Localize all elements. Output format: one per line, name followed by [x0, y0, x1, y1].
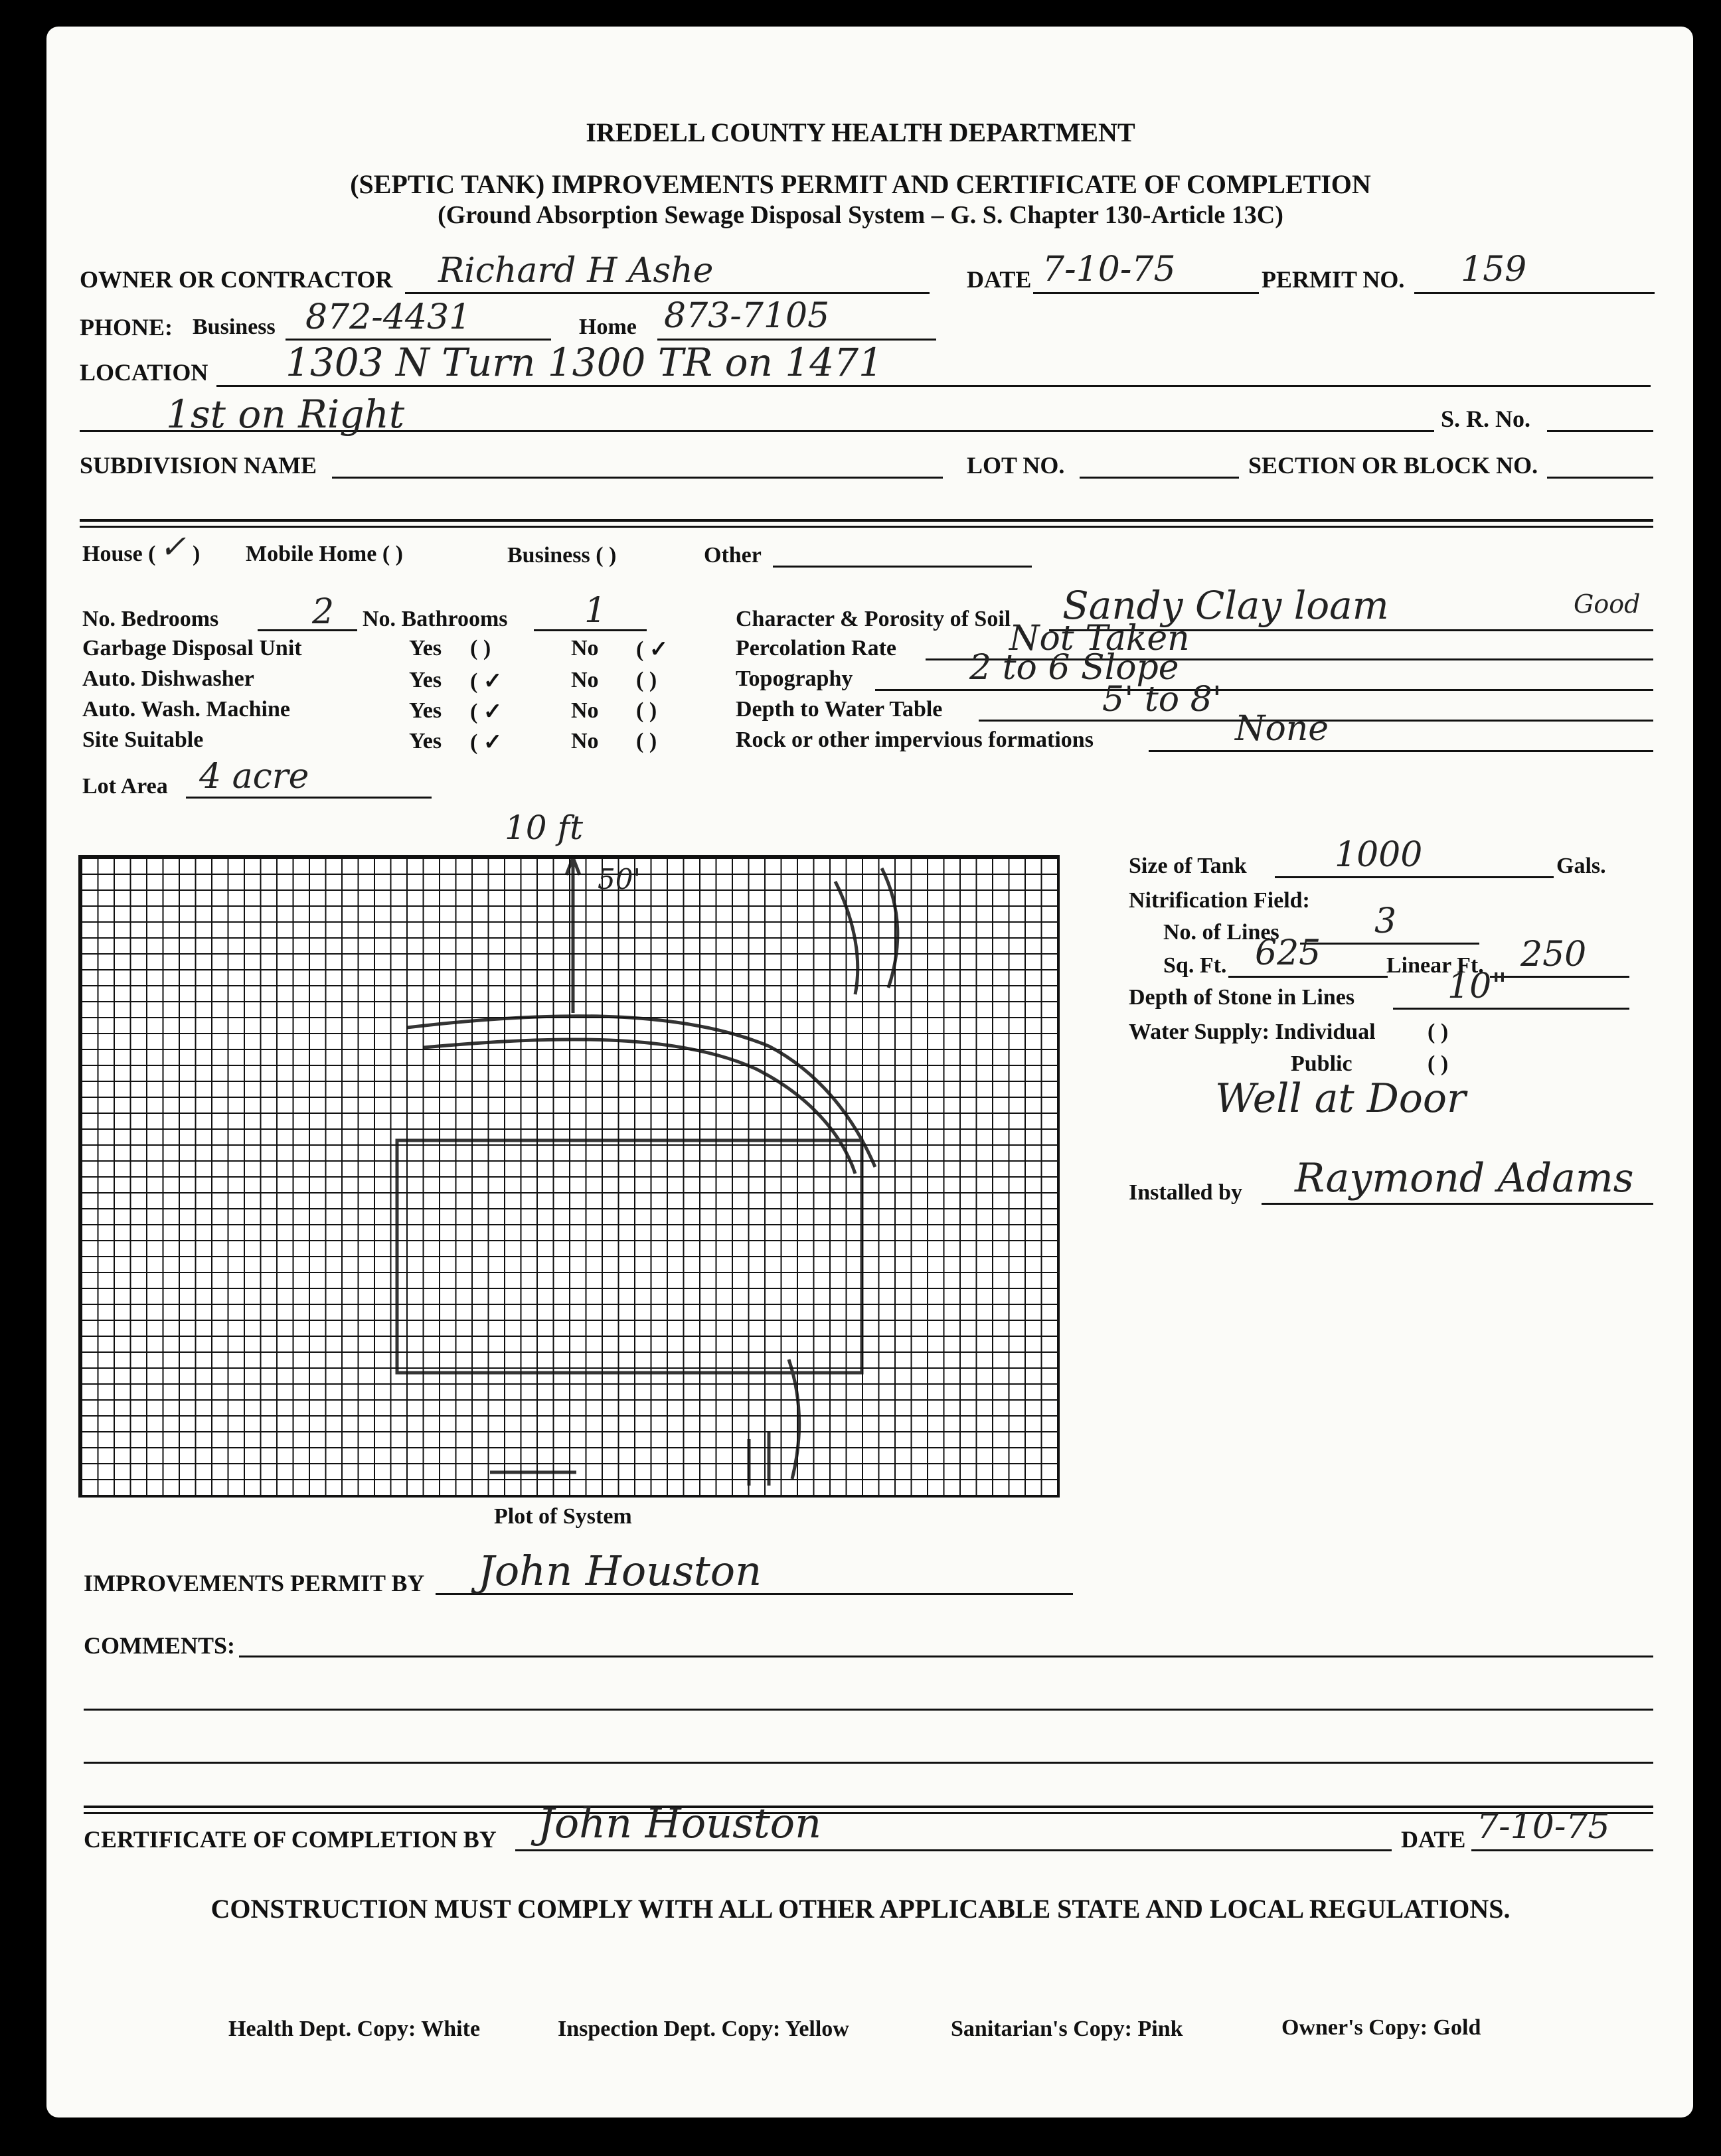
bedrooms-value: 2 [312, 592, 335, 632]
business-type-label: Business ( ) [507, 543, 617, 568]
home-phone-label: Home [579, 315, 637, 339]
wash-machine-label: Auto. Wash. Machine [82, 697, 290, 722]
permit-no-value: 159 [1461, 250, 1527, 289]
other-label: Other [704, 543, 762, 568]
certificate-date-label: DATE [1401, 1826, 1466, 1853]
linear-ft-label: Linear Ft. [1386, 953, 1484, 978]
site-yes-label: Yes [409, 729, 442, 753]
bathrooms-label: No. Bathrooms [363, 607, 508, 631]
no-lines-label: No. of Lines [1163, 920, 1279, 945]
certificate-label: CERTIFICATE OF COMPLETION BY [84, 1826, 497, 1853]
gals-label: Gals. [1556, 854, 1606, 878]
bedrooms-label: No. Bedrooms [82, 607, 219, 631]
garbage-no-label: No [571, 636, 599, 660]
site-no-box: ( ) [636, 729, 657, 753]
comments-label: COMMENTS: [84, 1632, 235, 1659]
tank-size-label: Size of Tank [1129, 854, 1247, 878]
certificate-signature: John Houston [538, 1799, 822, 1847]
permit-by-label: IMPROVEMENTS PERMIT BY [84, 1570, 425, 1596]
plot-caption: Plot of System [494, 1504, 632, 1529]
stone-depth-label: Depth of Stone in Lines [1129, 985, 1355, 1010]
soil-note: Good [1574, 589, 1641, 619]
water-table-label: Depth to Water Table [736, 697, 943, 722]
no-lines-value: 3 [1374, 901, 1397, 941]
garbage-yes-label: Yes [409, 636, 442, 660]
percolation-value: Not Taken [1009, 619, 1190, 658]
public-box: ( ) [1428, 1051, 1449, 1076]
dishwasher-no-box: ( ) [636, 668, 657, 692]
location-label: LOCATION [80, 359, 208, 386]
dishwasher-label: Auto. Dishwasher [82, 666, 254, 691]
soil-value: Sandy Clay loam [1062, 583, 1389, 628]
dishwasher-yes-box: ( ✓ [470, 669, 503, 694]
date-label: DATE [967, 266, 1032, 293]
garbage-yes-box: ( ) [470, 636, 491, 660]
form-subtitle: (Ground Absorption Sewage Disposal System – G. S. Chapter 130-Article 13C) [438, 201, 1283, 229]
lot-no-label: LOT NO. [967, 452, 1065, 479]
section-block-label: SECTION OR BLOCK NO. [1248, 452, 1538, 479]
phone-label: PHONE: [80, 314, 173, 341]
individual-box: ( ) [1428, 1020, 1449, 1044]
permit-by-signature: John Houston [478, 1547, 762, 1595]
house-label: House ( [82, 542, 156, 566]
sr-no-label: S. R. No. [1441, 406, 1531, 432]
form-title: (SEPTIC TANK) IMPROVEMENTS PERMIT AND CERTIFICATE OF COMPLETION [350, 169, 1371, 199]
garbage-no-box: ( ✓ [636, 637, 669, 662]
garbage-disposal-label: Garbage Disposal Unit [82, 636, 302, 660]
water-supply-label: Water Supply: Individual [1129, 1020, 1376, 1044]
plot-sketch [78, 855, 1060, 1498]
dishwasher-no-label: No [571, 668, 599, 692]
public-label: Public [1291, 1051, 1352, 1076]
site-no-label: No [571, 729, 599, 753]
subdivision-label: SUBDIVISION NAME [80, 452, 317, 479]
home-phone-value: 873-7105 [664, 296, 830, 336]
house-checkmark: ✓ [159, 528, 187, 566]
water-table-value: 5' to 8' [1102, 680, 1222, 720]
dishwasher-yes-label: Yes [409, 668, 442, 692]
topography-label: Topography [736, 666, 853, 691]
lot-area-label: Lot Area [82, 774, 168, 799]
percolation-label: Percolation Rate [736, 636, 897, 660]
washer-no-label: No [571, 698, 599, 723]
business-phone-label: Business [193, 315, 276, 339]
installed-by-label: Installed by [1129, 1180, 1242, 1205]
copy-owner: Owner's Copy: Gold [1281, 2015, 1481, 2040]
washer-yes-label: Yes [409, 698, 442, 723]
installed-by-value: Raymond Adams [1295, 1155, 1634, 1201]
business-phone-value: 872-4431 [305, 297, 471, 337]
rock-value: None [1235, 709, 1329, 749]
bathrooms-value: 1 [584, 591, 607, 631]
site-yes-box: ( ✓ [470, 730, 503, 755]
mobile-home-label: Mobile Home ( ) [246, 542, 403, 566]
plot-note-distance: 50' [598, 863, 641, 895]
washer-yes-box: ( ✓ [470, 700, 503, 724]
copy-inspection: Inspection Dept. Copy: Yellow [558, 2017, 849, 2041]
department-heading: IREDELL COUNTY HEALTH DEPARTMENT [586, 117, 1135, 147]
certificate-date-value: 7-10-75 [1477, 1807, 1610, 1847]
location-value-2: 1st on Right [166, 392, 405, 437]
copy-sanitarian: Sanitarian's Copy: Pink [951, 2017, 1183, 2041]
permit-no-label: PERMIT NO. [1262, 266, 1405, 293]
compliance-notice: CONSTRUCTION MUST COMPLY WITH ALL OTHER APPLICABLE STATE AND LOCAL REGULATIONS. [210, 1894, 1511, 1924]
house-close: ) [193, 542, 201, 566]
lot-area-value: 4 acre [199, 757, 309, 797]
sq-ft-label: Sq. Ft. [1163, 953, 1227, 978]
tank-size-value: 1000 [1335, 835, 1423, 875]
well-note: Well at Door [1215, 1075, 1466, 1122]
sq-ft-value: 625 [1255, 933, 1321, 973]
site-suitable-label: Site Suitable [82, 728, 204, 752]
date-value: 7-10-75 [1042, 250, 1176, 289]
owner-label: OWNER OR CONTRACTOR [80, 266, 393, 293]
plot-note-top: 10 ft [505, 809, 584, 847]
stone-depth-value: 10" [1447, 966, 1508, 1006]
topography-value: 2 to 6 Slope [969, 648, 1179, 688]
rock-label: Rock or other impervious formations [736, 728, 1094, 752]
washer-no-box: ( ) [636, 698, 657, 723]
linear-ft-value: 250 [1520, 935, 1587, 974]
location-value: 1303 N Turn 1300 TR on 1471 [286, 340, 883, 385]
nitrification-label: Nitrification Field: [1129, 888, 1310, 913]
soil-label: Character & Porosity of Soil [736, 607, 1011, 631]
owner-value: Richard H Ashe [438, 251, 714, 291]
copy-health: Health Dept. Copy: White [228, 2017, 481, 2041]
